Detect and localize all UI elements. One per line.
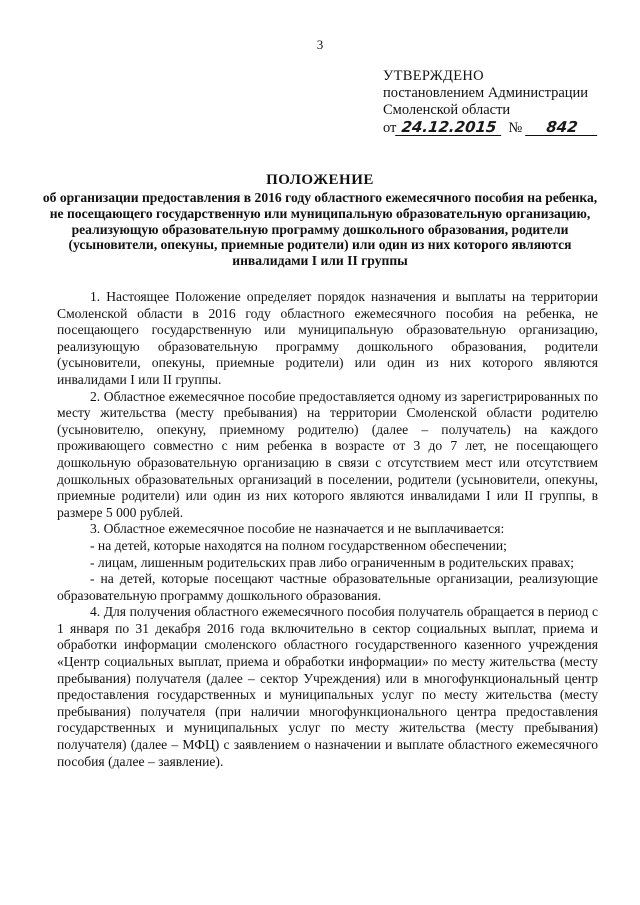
approval-line-1: постановлением Администрации: [383, 85, 589, 101]
paragraph-1: 1. Настоящее Положение определяет порядок назначения и выплаты на территории Смоленской области в 2016 году областного ежемесячного пособия на ребенка, не посещающего государственную или муниципальную образовательную организацию, реализующую образовательную программу дошкольного образования, родители (усыновители, опекуны, приемные родители) или один из них которого являются инвалидами I или II группы.: [57, 289, 598, 387]
paragraph-4: 4. Для получения областного ежемесячного пособия получатель обращается в период с 1 января по 31 декабря 2016 года включительно в сектор социальных выплат, приема и обработки информации смоленского областного государственного казенного учреждения «Центр социальных выплат, приема и обработки информации» по месту жительства (месту пребывания) получателя (далее – сектор Учреждения) или в многофункциональный центр предоставления государственных и муниципальных услуг по месту жительства (месту пребывания) получателя (при наличии многофункционального центра предоставления государственных и муниципальных услуг по месту жительства (месту пребывания) получателя) (далее – МФЦ) с заявлением о назначении и выплате областного ежемесячного пособия (далее – заявление).: [57, 604, 598, 769]
handwritten-number: 842: [525, 119, 599, 136]
from-label: от: [383, 120, 397, 136]
paragraph-2: 2. Областное ежемесячное пособие предоставляется одному из зарегистрированных по месту жительства (месту пребывания) на территории Смоленской области родителю (усыновителю, опекуну, приемному родителю) (далее – получатель) на каждого проживающего совместно с ним ребенка в возрасте от 3 до 7 лет, не посещающего дошкольную образовательную организацию в связи с отсутствием мест или отсутствием дошкольных образовательных организаций в поселении, родители (усыновители, опекуны, приемные родители) или один из них которого являются инвалидами I или II группы, в размере 5 000 рублей.: [57, 388, 598, 520]
title-subtitle: об организации предоставления в 2016 году областного ежемесячного пособия на ребенка, не посещающего государственную или муниципальную образовательную организацию, реализующую образовательную программу дошкольного образования, родители (усыновители, опекуны, приемные родители) или один из них которого являются инвалидами I или II группы: [42, 190, 598, 269]
paragraph-3: 3. Областное ежемесячное пособие не назначается и не выплачивается:: [90, 521, 505, 537]
number-label: №: [508, 120, 523, 136]
document-title: [40, 171, 600, 269]
approval-stamp: [383, 68, 623, 137]
title-main: ПОЛОЖЕНИЕ: [266, 172, 374, 188]
document-body: [57, 289, 598, 770]
paragraph-3-item-3: - на детей, которые посещают частные образовательные организации, реализующие образовательную программу дошкольного образования.: [57, 571, 598, 603]
paragraph-3-item-1: - на детей, которые находятся на полном государственном обеспечении;: [90, 537, 507, 553]
handwritten-date: 24.12.2015: [396, 119, 504, 136]
approval-line-2: Смоленской области: [383, 102, 511, 118]
paragraph-3-item-2: - лицам, лишенным родительских прав либо ограниченным в родительских правах;: [90, 554, 575, 570]
approval-heading: УТВЕРЖДЕНО: [383, 68, 484, 84]
page-number: 3: [316, 37, 324, 52]
approval-date-line: [383, 119, 623, 137]
